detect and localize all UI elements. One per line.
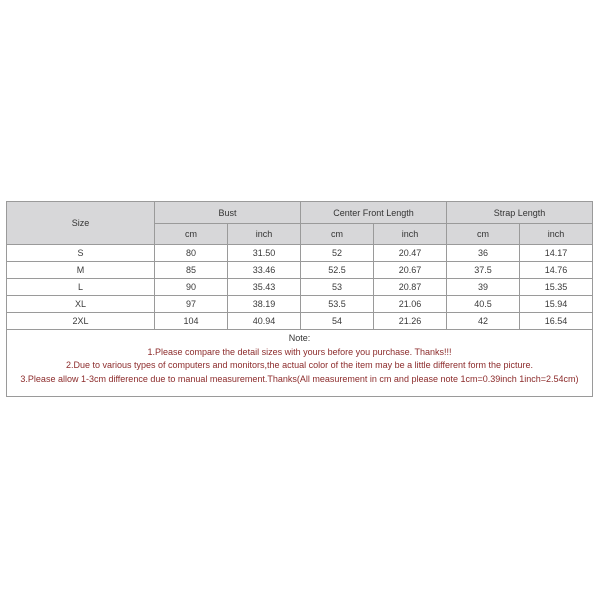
strap-inch-cell: 15.35 [520, 279, 593, 296]
bust-header: Bust [155, 202, 301, 224]
bust-cm-cell: 104 [155, 313, 228, 330]
table-row [7, 296, 593, 313]
strap-cm-header: cm [447, 224, 520, 245]
note-title: Note: [288, 333, 311, 343]
cfl-inch-header: inch [374, 224, 447, 245]
note-line-1: 1.Please compare the detail sizes with yours before you purchase. Thanks!!! [147, 346, 452, 357]
bust-cm-cell: 90 [155, 279, 228, 296]
size-cell: M [7, 262, 155, 279]
strap-length-header: Strap Length [447, 202, 593, 224]
bust-cm-cell: 80 [155, 245, 228, 262]
size-cell: S [7, 245, 155, 262]
bust-inch-cell: 38.19 [228, 296, 301, 313]
strap-inch-cell: 14.17 [520, 245, 593, 262]
bust-cm-cell: 85 [155, 262, 228, 279]
cfl-cm-header: cm [301, 224, 374, 245]
cfl-inch-cell: 20.47 [374, 245, 447, 262]
bust-inch-header: inch [228, 224, 301, 245]
cfl-inch-cell: 20.87 [374, 279, 447, 296]
size-header: Size [7, 202, 155, 245]
size-cell: L [7, 279, 155, 296]
bust-inch-cell: 31.50 [228, 245, 301, 262]
strap-cm-cell: 36 [447, 245, 520, 262]
bust-inch-cell: 40.94 [228, 313, 301, 330]
cfl-cm-cell: 52 [301, 245, 374, 262]
table-row [7, 262, 593, 279]
strap-cm-cell: 39 [447, 279, 520, 296]
cfl-inch-cell: 21.06 [374, 296, 447, 313]
table-row [7, 313, 593, 330]
size-cell: 2XL [7, 313, 155, 330]
cfl-cm-cell: 52.5 [301, 262, 374, 279]
cfl-cm-cell: 54 [301, 313, 374, 330]
strap-cm-cell: 42 [447, 313, 520, 330]
strap-inch-cell: 15.94 [520, 296, 593, 313]
bust-cm-cell: 97 [155, 296, 228, 313]
size-chart [6, 201, 593, 397]
cfl-cm-cell: 53.5 [301, 296, 374, 313]
table-row [7, 245, 593, 262]
bust-cm-header: cm [155, 224, 228, 245]
strap-cm-cell: 37.5 [447, 262, 520, 279]
cfl-inch-cell: 21.26 [374, 313, 447, 330]
strap-inch-cell: 14.76 [520, 262, 593, 279]
note-line-2: 2.Due to various types of computers and monitors,the actual color of the item may be a little different form the picture. [65, 360, 534, 370]
bust-inch-cell: 33.46 [228, 262, 301, 279]
center-front-length-header: Center Front Length [301, 202, 447, 224]
strap-cm-cell: 40.5 [447, 296, 520, 313]
strap-inch-cell: 16.54 [520, 313, 593, 330]
note-line-3: 3.Please allow 1-3cm difference due to manual measurement.Thanks(All measurement in cm and please note 1cm=0.39inch 1inch=2.54cm) [20, 373, 579, 384]
notes-section [7, 332, 592, 386]
bust-inch-cell: 35.43 [228, 279, 301, 296]
strap-inch-header: inch [520, 224, 593, 245]
cfl-inch-cell: 20.67 [374, 262, 447, 279]
table-row [7, 279, 593, 296]
cfl-cm-cell: 53 [301, 279, 374, 296]
header-row-groups [7, 202, 593, 224]
size-cell: XL [7, 296, 155, 313]
size-table [6, 201, 593, 330]
